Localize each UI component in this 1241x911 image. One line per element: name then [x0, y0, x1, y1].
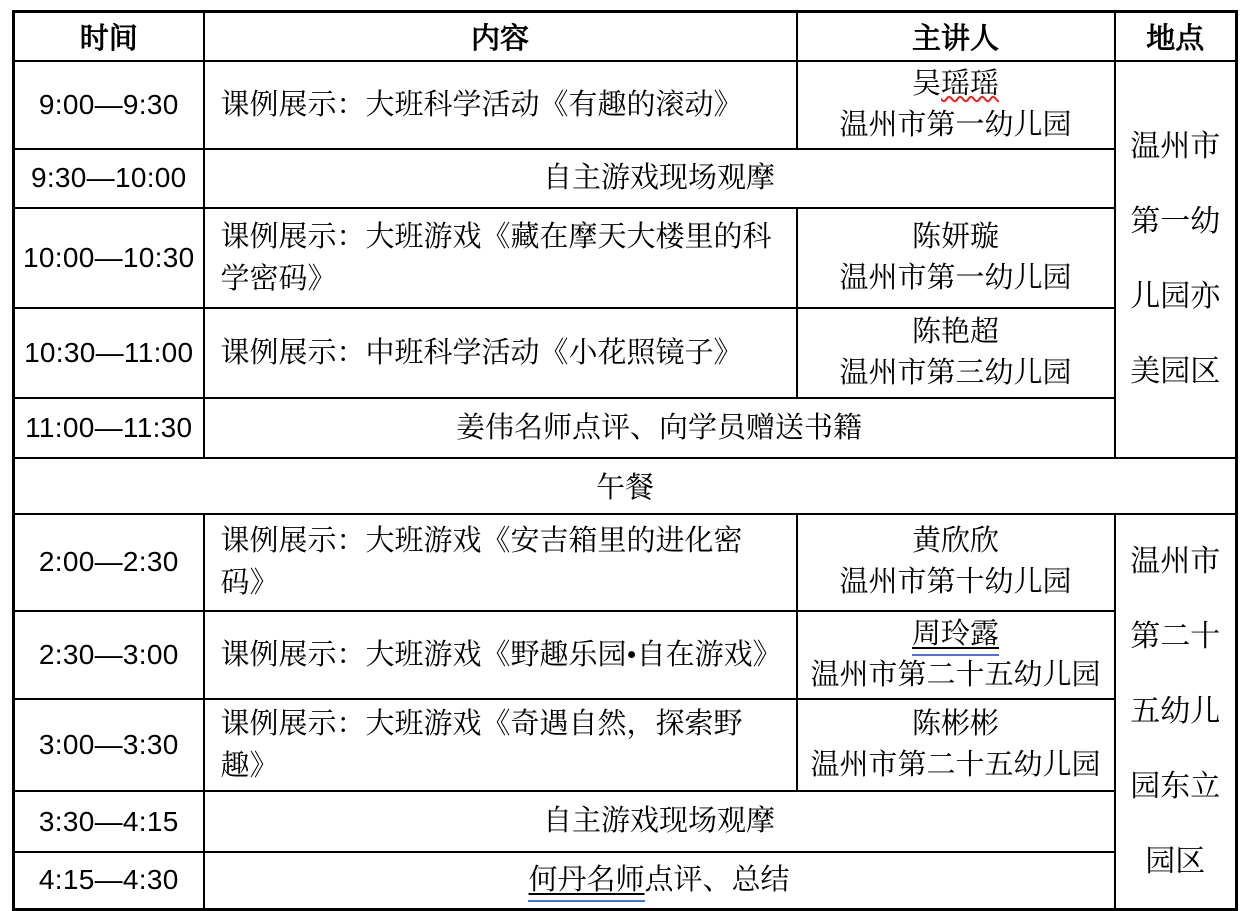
time-cell: 2:30—3:00 [14, 611, 204, 699]
grammar-underline: 周玲露 [912, 618, 999, 656]
time-cell: 10:00—10:30 [14, 208, 204, 308]
grammar-underline: 何丹名师 [528, 864, 644, 902]
table-row [14, 61, 1237, 149]
time-cell: 10:30—11:00 [14, 308, 204, 398]
header-cell-time: 时间 [14, 12, 204, 61]
time-cell: 11:00—11:30 [14, 398, 204, 458]
content-cell: 课例展示：大班游戏《奇遇自然，探索野趣》 [204, 699, 797, 791]
table-row [14, 852, 1237, 909]
content-cell: 课例展示：大班游戏《藏在摩天大楼里的科学密码》 [204, 208, 797, 308]
speaker-name: 陈彬彬 [911, 708, 999, 741]
speaker-org: 温州市第三幼儿园 [839, 356, 1072, 389]
speaker-cell [797, 61, 1115, 149]
header-cell-speaker: 主讲人 [797, 12, 1115, 61]
table-row [14, 791, 1237, 852]
table-row [14, 398, 1237, 458]
speaker-cell [797, 611, 1115, 699]
lunch-row [14, 458, 1237, 514]
table-row [14, 149, 1237, 208]
table-row [14, 611, 1237, 699]
schedule-table [12, 10, 1238, 911]
spellcheck-wavy-underline: 瑶瑶 [941, 67, 1000, 100]
location-cell-afternoon: 温州市第二十五幼儿园东立园区 [1115, 514, 1237, 909]
content-cell: 课例展示：中班科学活动《小花照镜子》 [204, 308, 797, 398]
merged-activity-cell: 自主游戏现场观摩 [204, 149, 1115, 208]
merged-activity-cell: 自主游戏现场观摩 [204, 791, 1115, 852]
speaker-cell [797, 208, 1115, 308]
speaker-org: 温州市第二十五幼儿园 [810, 749, 1101, 782]
speaker-cell [797, 699, 1115, 791]
time-cell: 4:15—4:30 [14, 852, 204, 909]
merged-activity-cell [204, 852, 1115, 909]
content-cell: 课例展示：大班科学活动《有趣的滚动》 [204, 61, 797, 149]
location-cell-morning: 温州市第一幼儿园亦美园区 [1115, 61, 1237, 458]
header-cell-location: 地点 [1115, 12, 1237, 61]
content-cell: 课例展示：大班游戏《野趣乐园•自在游戏》 [204, 611, 797, 699]
time-cell: 3:00—3:30 [14, 699, 204, 791]
table-row [14, 699, 1237, 791]
speaker-name [802, 614, 1110, 655]
speaker-org: 温州市第一幼儿园 [839, 261, 1072, 294]
merged-activity-rest: 点评、总结 [644, 864, 790, 897]
header-row [14, 12, 1237, 61]
merged-activity-cell: 姜伟名师点评、向学员赠送书籍 [204, 398, 1115, 458]
speaker-name: 陈艳超 [911, 315, 999, 348]
speaker-name: 吴瑶瑶 [911, 67, 1000, 100]
speaker-name: 黄欣欣 [911, 525, 999, 558]
lunch-cell: 午餐 [14, 458, 1237, 514]
table-row [14, 514, 1237, 611]
speaker-cell [797, 308, 1115, 398]
table-row [14, 308, 1237, 398]
speaker-org: 温州市第一幼儿园 [839, 108, 1072, 141]
time-cell: 9:00—9:30 [14, 61, 204, 149]
time-cell: 2:00—2:30 [14, 514, 204, 611]
speaker-org: 温州市第十幼儿园 [839, 566, 1072, 599]
speaker-cell [797, 514, 1115, 611]
header-cell-content: 内容 [204, 12, 797, 61]
speaker-org: 温州市第二十五幼儿园 [810, 659, 1101, 692]
time-cell: 3:30—4:15 [14, 791, 204, 852]
table-row [14, 208, 1237, 308]
time-cell: 9:30—10:00 [14, 149, 204, 208]
speaker-name: 陈妍璇 [911, 220, 999, 253]
content-cell: 课例展示：大班游戏《安吉箱里的进化密码》 [204, 514, 797, 611]
